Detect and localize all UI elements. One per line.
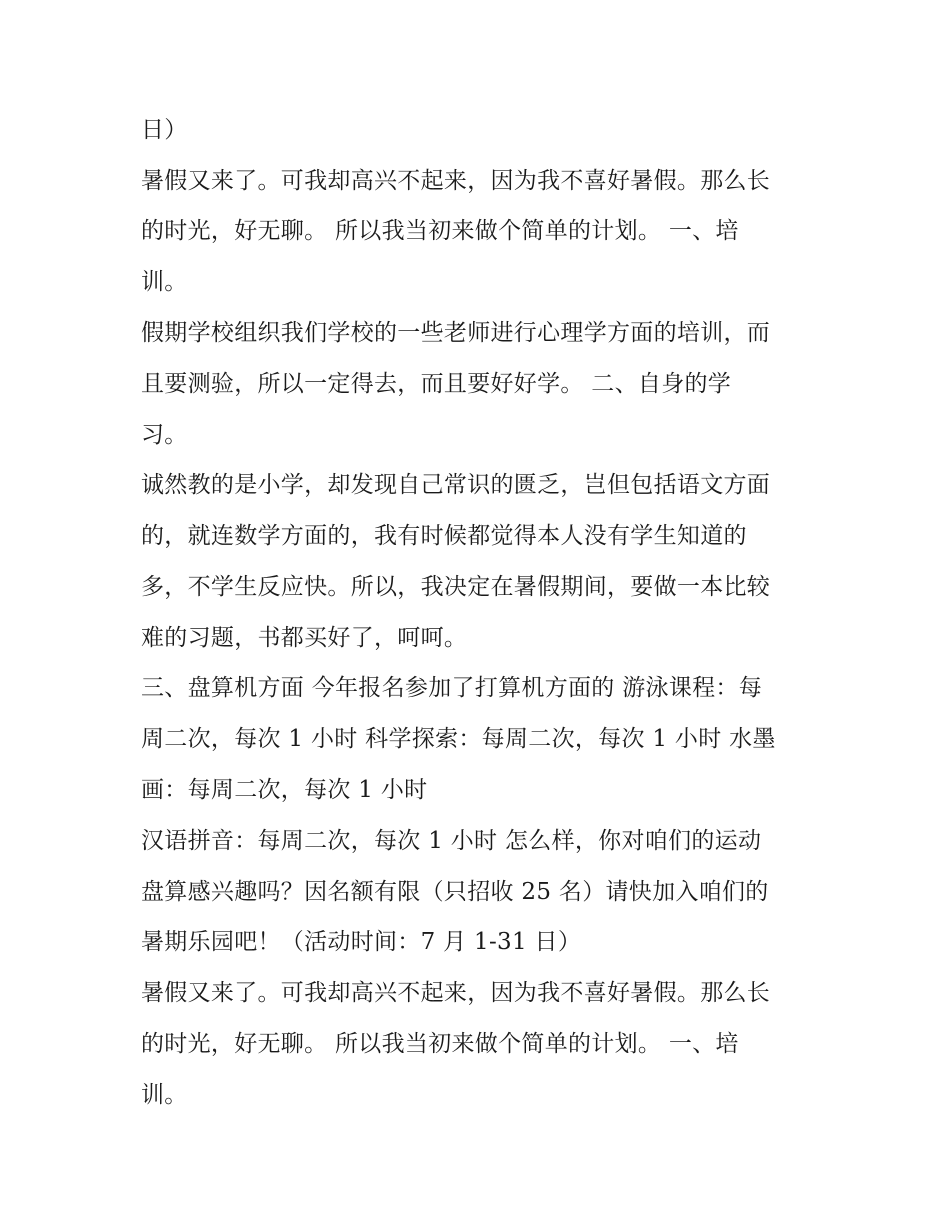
text-line: 难的习题，书都买好了，呵呵。 <box>141 625 468 651</box>
text-line: 多，不学生反应快。所以，我决定在暑假期间，要做一本比较 <box>141 574 771 600</box>
text-line: 暑假又来了。可我却高兴不起来，因为我不喜好暑假。那么长 <box>141 168 771 194</box>
text-line: 诚然教的是小学，却发现自己常识的匮乏，岂但包括语文方面 <box>141 472 771 498</box>
text-line: 周二次，每次 1 小时 科学探索：每周二次，每次 1 小时 水墨 <box>141 726 776 752</box>
text-line: 汉语拼音：每周二次，每次 1 小时 怎么样，你对咱们的运动 <box>141 828 762 854</box>
text-line: 暑假又来了。可我却高兴不起来，因为我不喜好暑假。那么长 <box>141 980 771 1006</box>
text-line: 画：每周二次，每次 1 小时 <box>141 777 428 803</box>
text-line: 训。 <box>141 1082 188 1108</box>
text-line: 且要测验，所以一定得去，而且要好好学。 二、自身的学 <box>141 371 732 397</box>
text-line: 的，就连数学方面的，我有时候都觉得本人没有学生知道的 <box>141 523 747 549</box>
text-line: 训。 <box>141 269 188 295</box>
text-line: 假期学校组织我们学校的一些老师进行心理学方面的培训，而 <box>141 320 771 346</box>
text-line: 的时光，好无聊。 所以我当初来做个简单的计划。 一、培 <box>141 1031 739 1057</box>
text-line: 盘算感兴趣吗？因名额有限（只招收 25 名）请快加入咱们的 <box>141 879 769 905</box>
text-line: 习。 <box>141 422 188 448</box>
text-line: 三、盘算机方面 今年报名参加了打算机方面的 游泳课程：每 <box>141 675 763 701</box>
text-line: 日） <box>141 117 188 143</box>
text-line: 暑期乐园吧！（活动时间：7 月 1-31 日） <box>141 929 582 955</box>
text-line: 的时光，好无聊。 所以我当初来做个简单的计划。 一、培 <box>141 218 739 244</box>
